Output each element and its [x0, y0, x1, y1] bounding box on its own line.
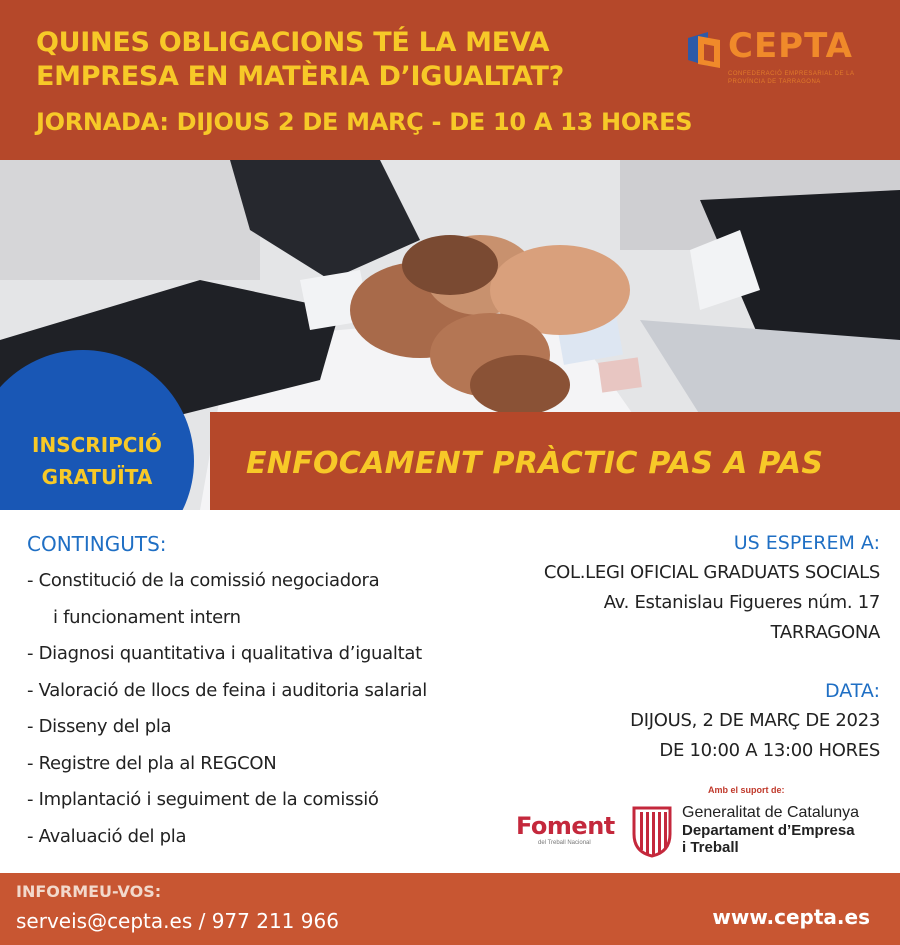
practical-approach-banner [210, 412, 900, 510]
website-link[interactable]: www.cepta.es [712, 905, 870, 929]
gencat-name: Generalitat de Catalunya [682, 804, 859, 821]
list-item: - Registre del pla al REGCON [27, 752, 277, 774]
date-hours: DE 10:00 A 13:00 HORES [659, 740, 880, 761]
foment-logo[interactable] [516, 812, 620, 858]
gencat-department-2: i Treball [682, 839, 739, 856]
contents-list [27, 570, 427, 862]
footer-label: INFORMEU-VOS: [16, 882, 162, 901]
banner-text: ENFOCAMENT PRÀCTIC PAS A PAS [246, 446, 824, 481]
list-item: - Valoració de llocs de feina i auditoria salarial [27, 679, 427, 701]
logo-tagline: CONFEDERACIÓ EMPRESARIAL DE LA PROVÍNCIA DE TARRAGONA [728, 71, 855, 85]
foment-subtitle: del Treball Nacional [538, 840, 591, 846]
header [0, 0, 900, 160]
contents-heading: CONTINGUTS: [27, 532, 167, 556]
date-heading: DATA: [824, 680, 880, 702]
list-item: - Diagnosi quantitativa i qualitativa d’igualtat [27, 643, 422, 664]
cepta-logo-icon [684, 30, 724, 70]
event-schedule: JORNADA: DIJOUS 2 DE MARÇ - DE 10 A 13 HORES [36, 108, 693, 136]
venue-block [544, 532, 880, 648]
gencat-logo[interactable] [682, 804, 859, 856]
list-item: - Constitució de la comissió negociadora [27, 570, 380, 591]
date-block [630, 680, 880, 766]
logo-wordmark: CEPTA [728, 26, 853, 66]
venue-city: TARRAGONA [770, 622, 880, 643]
venue-address: Av. Estanislau Figueres núm. 17 [603, 592, 880, 613]
venue-name: COL.LEGI OFICIAL GRADUATS SOCIALS [543, 562, 880, 583]
list-item: i funcionament intern [53, 606, 241, 628]
contact-link[interactable]: serveis@cepta.es / 977 211 966 [16, 909, 339, 933]
event-title: QUINES OBLIGACIONS TÉ LA MEVA EMPRESA EN MATÈRIA D’IGUALTAT? [36, 27, 564, 92]
list-item: - Avaluació del pla [27, 825, 187, 847]
venue-heading: US ESPEREM A: [733, 532, 880, 554]
cepta-logo[interactable] [684, 26, 880, 90]
badge-text: INSCRIPCIÓ GRATUÏTA [32, 433, 162, 489]
list-item: - Implantació i seguiment de la comissió [27, 789, 379, 810]
date-day: DIJOUS, 2 DE MARÇ DE 2023 [630, 710, 880, 731]
list-item: - Disseny del pla [27, 716, 172, 737]
foment-wordmark: Foment [516, 812, 615, 840]
gencat-seal-icon [630, 804, 674, 858]
gencat-department: Departament d’Empresa [682, 822, 855, 839]
support-label: Amb el suport de: [708, 785, 785, 795]
footer [0, 873, 900, 945]
